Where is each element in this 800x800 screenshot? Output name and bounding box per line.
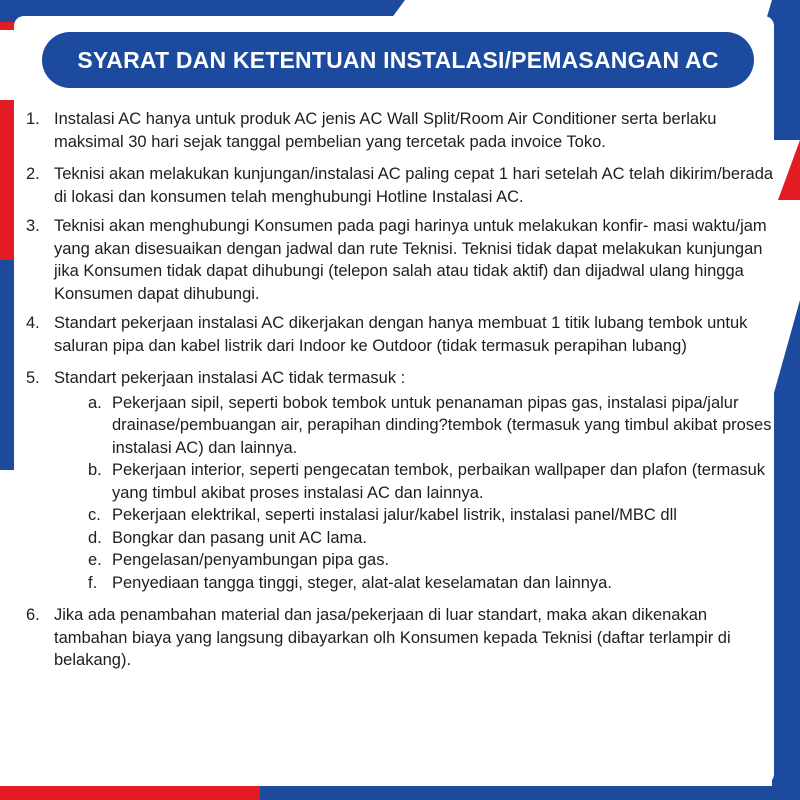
item-text: Jika ada penambahan material dan jasa/pekerjaan di luar standart, maka akan dikenakan tambahan biaya yang langsung dibayarkan olh Konsumen kepada Teknisi (daftar terlampir di belakang). [54,606,731,669]
sub-item-a [88,392,774,460]
item-text: Standart pekerjaan instalasi AC tidak termasuk : [54,369,406,387]
item-text: Standart pekerjaan instalasi AC dikerjakan dengan hanya membuat 1 titik lubang tembok untuk saluran pipa dan kabel listrik dari Indoor ke Outdoor (tidak termasuk perapihan lubang) [54,314,748,355]
sub-item-text: Pengelasan/penyambungan pipa gas. [112,551,390,569]
right-blue-stripe [772,300,800,800]
page-title: SYARAT DAN KETENTUAN INSTALASI/PEMASANGAN AC [42,32,754,88]
sub-item-letter: b. [88,461,102,479]
item-text: Teknisi akan menghubungi Konsumen pada pagi harinya untuk melakukan konfir- masi waktu/jam yang akan disesuaikan dengan jadwal dan rute Teknisi. Teknisi tidak dapat melakukan kunjungan jika Konsumen tidak dapat dihubungi (telepon salah atau tidak aktif) dan dijadwal ulang hingga Konsumen dapat dihubungi. [54,217,767,303]
item-number: 5. [26,369,40,387]
list-item-1 [26,108,774,153]
sub-item-f [88,572,774,595]
sub-item-text: Bongkar dan pasang unit AC lama. [112,528,368,547]
item-number: 2. [26,165,40,183]
item-number: 3. [26,217,40,235]
sub-item-letter: a. [88,393,102,412]
sub-item-letter: e. [88,551,102,569]
list-item-2 [26,163,774,208]
right-red-stripe [778,140,800,200]
item-number: 4. [26,314,40,332]
list-item-6 [26,604,774,672]
list-item-4 [26,312,774,357]
sub-item-text: Pekerjaan elektrikal, seperti instalasi jalur/kabel listrik, instalasi panel/MBC dll [112,506,677,524]
bottom-red-stripe [0,786,260,800]
sub-item-b [88,459,774,504]
list-item-3 [26,215,774,305]
sub-item-text: Pekerjaan interior, seperti pengecatan tembok, perbaikan wallpaper dan plafon (termasuk yang timbul akibat proses instalasi AC dan lainnya. [112,461,766,502]
list-item-5 [26,367,774,390]
left-blue-stripe [0,260,14,470]
item-text: Instalasi AC hanya untuk produk AC jenis AC Wall Split/Room Air Conditioner serta berlaku maksimal 30 hari sejak tanggal pembelian yang tercetak pada invoice Toko. [54,110,717,151]
sub-item-e [88,549,774,572]
sub-item-text: Penyediaan tangga tinggi, steger, alat-alat keselamatan dan lainnya. [112,573,612,592]
item-text: Teknisi akan melakukan kunjungan/instalasi AC paling cepat 1 hari setelah AC telah dikirim/berada di lokasi dan konsumen telah menghubungi Hotline Instalasi AC. [54,165,774,206]
sub-item-c [88,504,774,527]
item-number: 6. [26,606,40,624]
sub-item-d [88,527,774,550]
sub-item-text: Pekerjaan sipil, seperti bobok tembok untuk penanaman pipas gas, instalasi pipa/jalur drainase/pembuangan air, perapihan dinding?tembok (termasuk yang timbul akibat proses instalasi AC) dan lainnya. [112,393,772,457]
sub-item-letter: f. [88,573,98,592]
item-number: 1. [26,110,40,128]
terms-list [26,108,774,679]
sub-item-letter: c. [88,506,101,524]
sub-item-letter: d. [88,528,102,547]
